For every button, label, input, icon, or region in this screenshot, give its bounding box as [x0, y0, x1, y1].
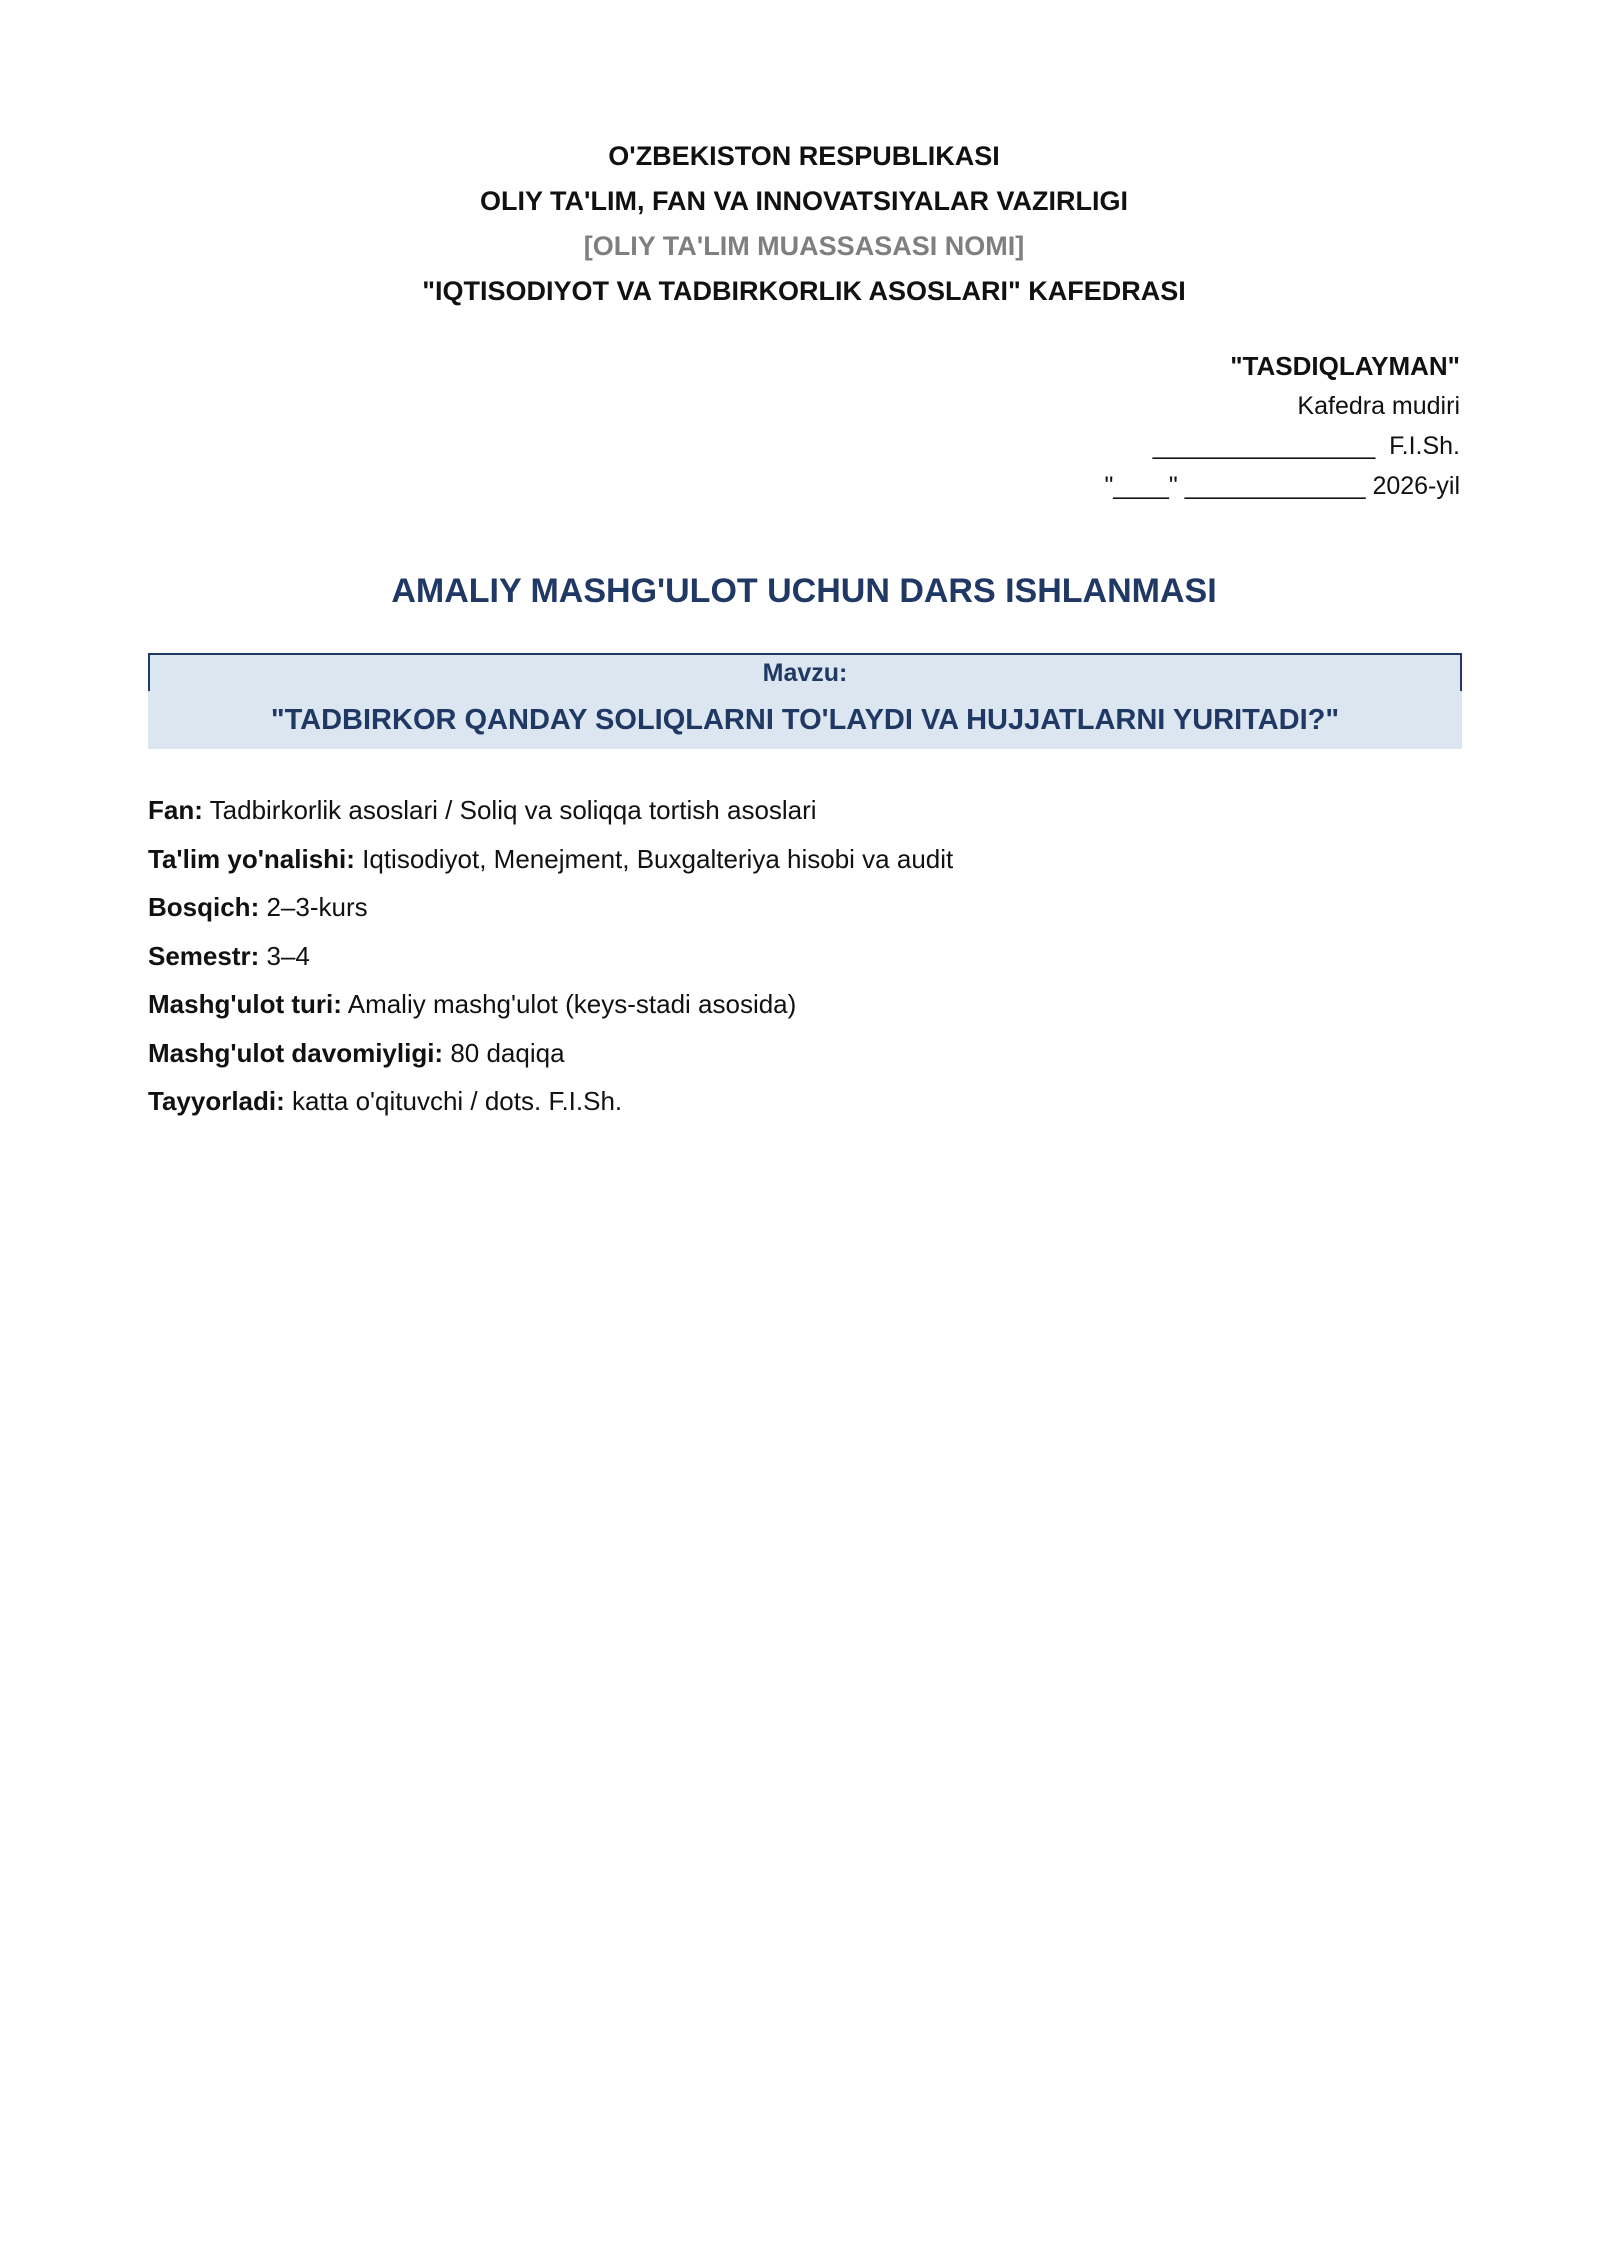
topic-title: "TADBIRKOR QANDAY SOLIQLARNI TO'LAYDI VA HUJJATLARNI YURITADI?" [148, 691, 1462, 749]
info-label: Semestr: [148, 940, 260, 971]
date-line: "____" _____________ 2026-yil [1104, 472, 1460, 500]
signature-line: ________________ F.I.Sh. [1152, 432, 1460, 460]
ministry-name: OLIY TA'LIM, FAN VA INNOVATSIYALAR VAZIRLIGI [480, 186, 1128, 216]
info-row-semester [148, 932, 1460, 981]
approval-position: Kafedra mudiri [1297, 392, 1460, 420]
info-label: Tayyorladi: [148, 1086, 285, 1116]
info-row-author [148, 1077, 1460, 1126]
info-row-subject [148, 786, 1460, 835]
info-label: Ta'lim yo'nalishi: [148, 843, 355, 874]
document-header [148, 134, 1460, 314]
info-value: Tadbirkorlik asoslari / Soliq va soliqqa tortish asoslari [202, 795, 817, 825]
topic-label: Mavzu: [148, 653, 1462, 693]
info-label: Fan: [148, 795, 203, 825]
info-row-duration [148, 1029, 1460, 1078]
approval-title: "TASDIQLAYMAN" [1230, 351, 1460, 381]
info-label: Mashg'ulot davomiyligi: [148, 1037, 444, 1068]
info-row-lesson-type [148, 980, 1460, 1029]
info-label: Bosqich: [148, 892, 260, 922]
info-value: Iqtisodiyot, Menejment, Buxgalteriya hisobi va audit [354, 843, 954, 874]
info-label: Mashg'ulot turi: [148, 989, 342, 1019]
info-value: Amaliy mashg'ulot (keys-stadi asosida) [341, 989, 797, 1019]
info-value: 80 daqiqa [443, 1037, 565, 1068]
lesson-info [148, 786, 1460, 1126]
document-title: AMALIY MASHG'ULOT UCHUN DARS ISHLANMASI [391, 572, 1217, 610]
country-name: O'ZBEKISTON RESPUBLIKASI [608, 141, 1000, 171]
department-name: "IQTISODIYOT VA TADBIRKORLIK ASOSLARI" KAFEDRASI [422, 276, 1186, 306]
info-value: 3–4 [259, 940, 310, 971]
institution-placeholder: [OLIY TA'LIM MUASSASASI NOMI] [583, 231, 1025, 261]
approval-block [1104, 346, 1460, 506]
info-value: 2–3-kurs [259, 892, 368, 922]
info-row-direction [148, 835, 1460, 884]
info-row-stage [148, 883, 1460, 932]
info-value: katta o'qituvchi / dots. F.I.Sh. [284, 1086, 623, 1116]
